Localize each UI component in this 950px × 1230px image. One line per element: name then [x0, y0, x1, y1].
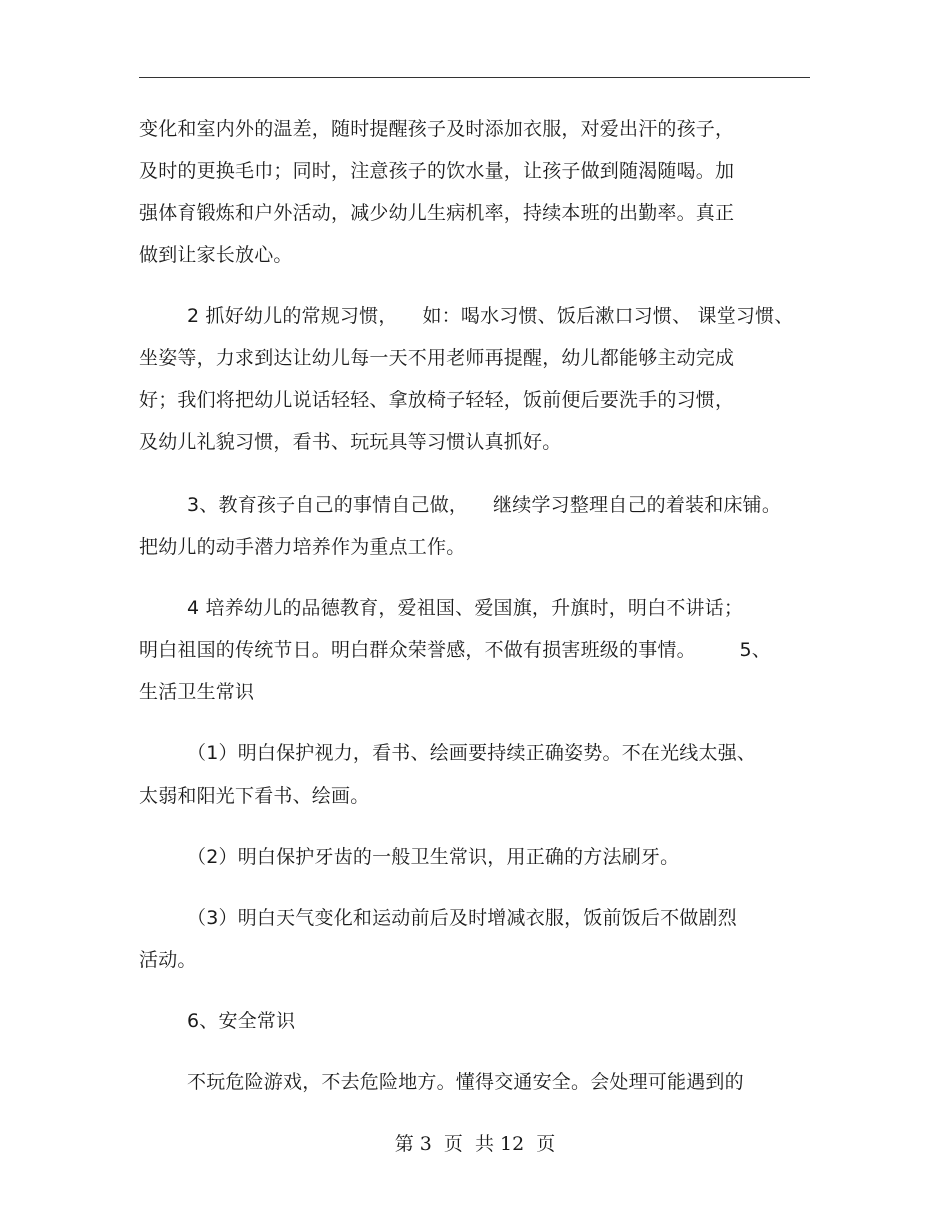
body-line: （1）明白保护视力，看书、绘画要持续正确姿势。不在光线太强、: [187, 742, 757, 764]
body-line: 4 培养幼儿的品德教育，爱祖国、爱国旗，升旗时，明白不讲话；: [187, 597, 744, 619]
body-line: 及时的更换毛巾；同时，注意孩子的饮水量，让孩子做到随渴随喝。加: [139, 160, 735, 182]
body-line: 明白祖国的传统节日。明白群众荣誉感，不做有损害班级的事情。 5、: [139, 639, 771, 661]
page-number-footer: 第 3 页 共 12 页: [394, 1133, 556, 1155]
section-heading: 6、安全常识: [187, 1010, 296, 1032]
body-line: 不玩危险游戏，不去危险地方。懂得交通安全。会处理可能遇到的: [187, 1071, 744, 1093]
body-line: 活动。: [139, 949, 197, 971]
body-line: 3、教育孩子自己的事情自己做， 继续学习整理自己的着装和床铺。: [187, 494, 782, 516]
body-line: 坐姿等，力求到达让幼儿每一天不用老师再提醒，幼儿都能够主动完成: [139, 347, 735, 369]
body-line: 把幼儿的动手潜力培养作为重点工作。: [139, 536, 466, 558]
body-line: （2）明白保护牙齿的一般卫生常识，用正确的方法刷牙。: [187, 846, 680, 868]
body-line: 生活卫生常识: [139, 681, 255, 703]
header-rule: [139, 77, 810, 78]
body-line: 做到让家长放心。: [139, 244, 293, 266]
body-line: 及幼儿礼貌习惯，看书、玩玩具等习惯认真抓好。: [139, 431, 562, 453]
body-line: 太弱和阳光下看书、绘画。: [139, 785, 370, 807]
body-line: （3）明白天气变化和运动前后及时增减衣服，饭前饭后不做剧烈: [187, 907, 737, 929]
body-line: 好；我们将把幼儿说话轻轻、拿放椅子轻轻，饭前便后要洗手的习惯，: [139, 389, 735, 411]
body-line: 变化和室内外的温差，随时提醒孩子及时添加衣服，对爱出汗的孩子，: [139, 118, 735, 140]
body-line: 2 抓好幼儿的常规习惯， 如：喝水习惯、饭后漱口习惯、 课堂习惯、: [187, 305, 794, 327]
body-line: 强体育锻炼和户外活动，减少幼儿生病机率，持续本班的出勤率。真正: [139, 202, 735, 224]
